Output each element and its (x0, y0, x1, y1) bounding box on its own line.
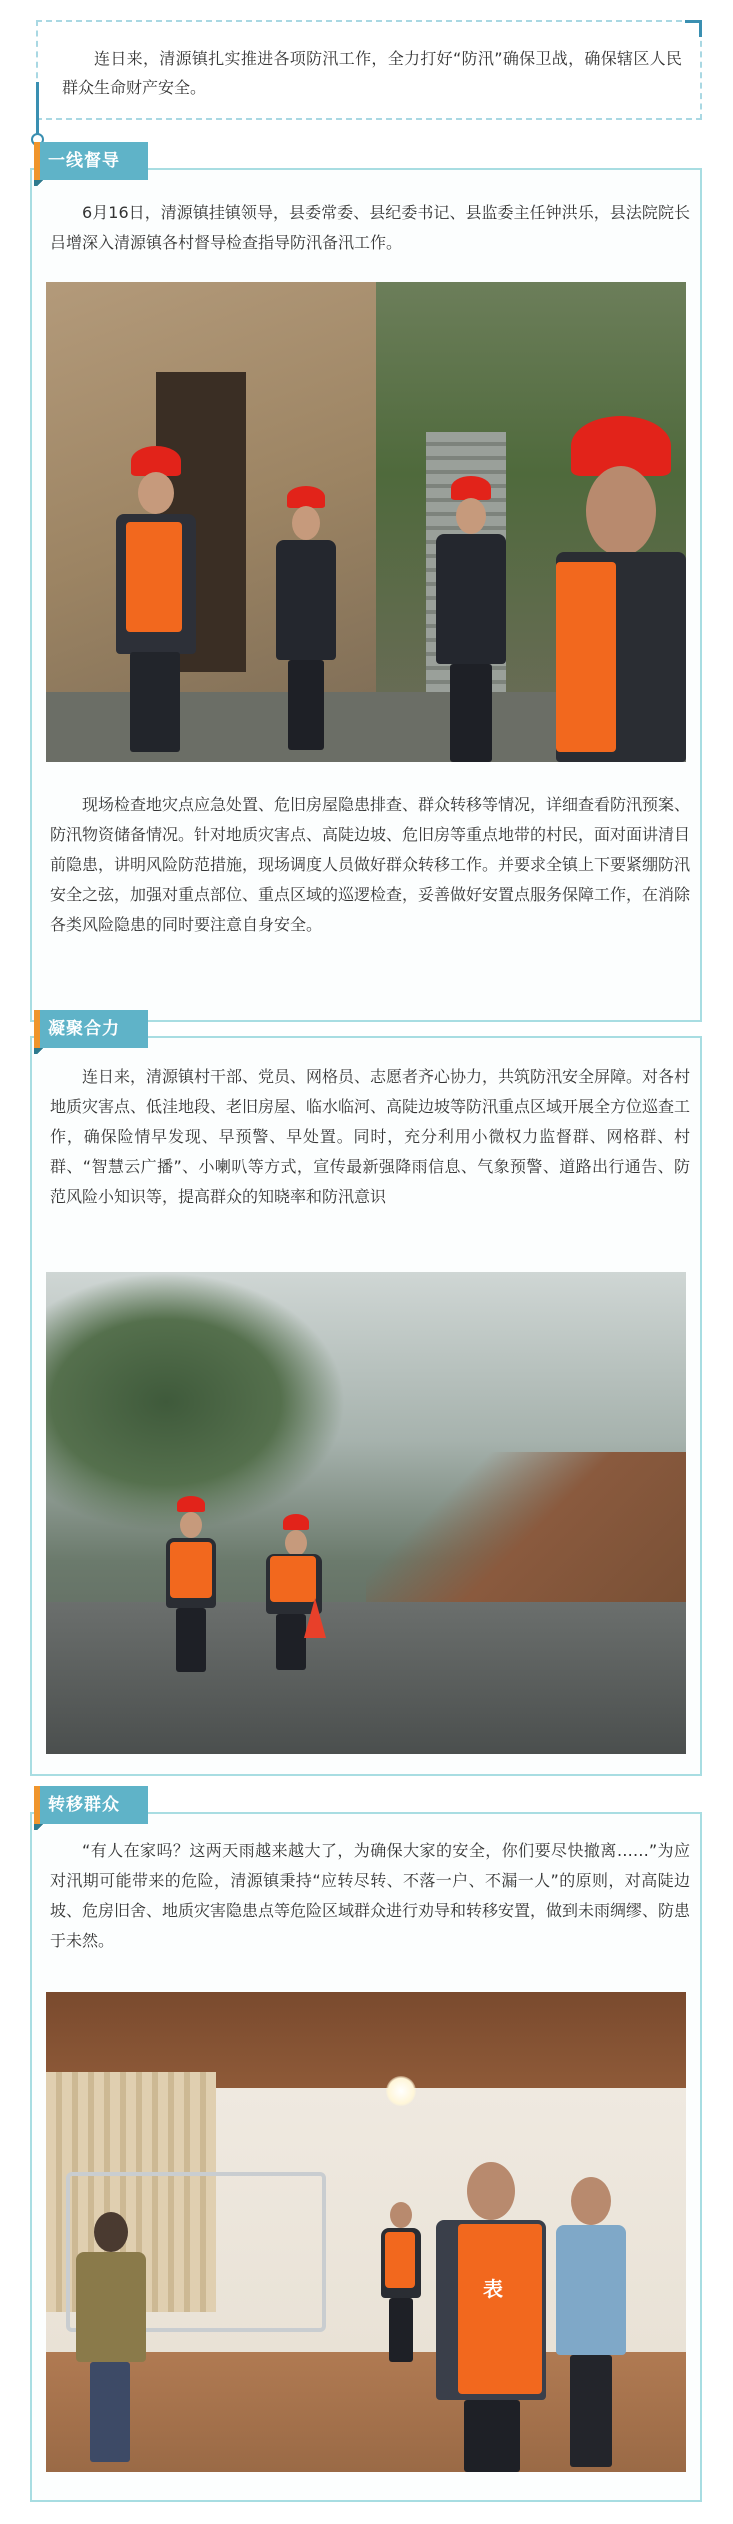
section-tag-relocation (34, 1786, 148, 1824)
tag-accent (34, 1010, 40, 1048)
person (116, 452, 196, 752)
photo-inspection (46, 282, 686, 762)
section-tag-label: 一线督导 (48, 151, 120, 171)
tag-accent (34, 142, 40, 180)
traffic-cone (304, 1598, 326, 1638)
paragraph: 现场检查地灾点应急处置、危旧房屋隐患排查、群众转移等情况，详细查看防汛预案、防汛物资储备情况。针对地质灾害点、高陡边坡、危旧房等重点地带的村民，面对面讲清目前隐患，讲明风险防范措施，现场调度人员做好群众转移工作。并要求全镇上下要紧绷防汛安全之弦，加强对重点部位、重点区域的巡逻检查，妥善做好安置点服务保障工作，在消除各类风险隐患的同时要注意自身安全。 (50, 795, 691, 934)
paragraph: “有人在家吗？这两天雨越来越大了，为确保大家的安全，你们要尽快撤离……”为应对汛期可能带来的危险，清源镇秉持“应转尽转、不落一户、不漏一人”的原则，对高陡边坡、危房旧舍、地质灾害隐患点等危险区域群众进行劝导和转移安置，做到未雨绸缪、防患于未然。 (50, 1841, 691, 1950)
person (381, 2202, 421, 2362)
person (166, 1502, 216, 1672)
tag-shade (34, 1048, 46, 1054)
person (436, 2162, 546, 2472)
section-tag-label: 凝聚合力 (48, 1019, 120, 1039)
person (436, 482, 506, 762)
paragraph: 6月16日，清源镇挂镇领导，县委常委、县纪委书记、县监委主任钟洪乐，县法院院长吕增深入清源镇各村督导检查指导防汛备汛工作。 (50, 203, 690, 252)
tag-shade (34, 1824, 46, 1830)
vest-text: 表 (476, 2272, 510, 2306)
section-tag-label: 转移群众 (48, 1795, 120, 1815)
person (276, 492, 336, 752)
person (556, 2177, 626, 2467)
intro-text: 连日来，清源镇扎实推进各项防汛工作，全力打好“防汛”确保卫战，确保辖区人民群众生命财产安全。 (62, 49, 682, 97)
tag-accent (34, 1786, 40, 1824)
person (76, 2212, 146, 2462)
tag-shade (34, 180, 46, 186)
person (556, 422, 686, 762)
corner-decoration (685, 20, 702, 37)
photo-patrol (46, 1272, 686, 1754)
person (266, 1520, 326, 1670)
photo-shelter (46, 1992, 686, 2472)
section-tag-supervision (34, 142, 148, 180)
paragraph: 连日来，清源镇村干部、党员、网格员、志愿者齐心协力，共筑防汛安全屏障。对各村地质灾害点、低洼地段、老旧房屋、临水临河、高陡边坡等防汛重点区域开展全方位巡查工作，确保险情早发现、早预警、早处置。同时，充分利用小微权力监督群、网格群、村群、“智慧云广播”、小喇叭等方式，宣传最新强降雨信息、气象预警、道路出行通告、防范风险小知识等，提高群众的知晓率和防汛意识 (50, 1067, 691, 1206)
section-tag-cooperation (34, 1010, 148, 1048)
intro-box (36, 20, 702, 120)
stem-decoration (36, 82, 39, 138)
